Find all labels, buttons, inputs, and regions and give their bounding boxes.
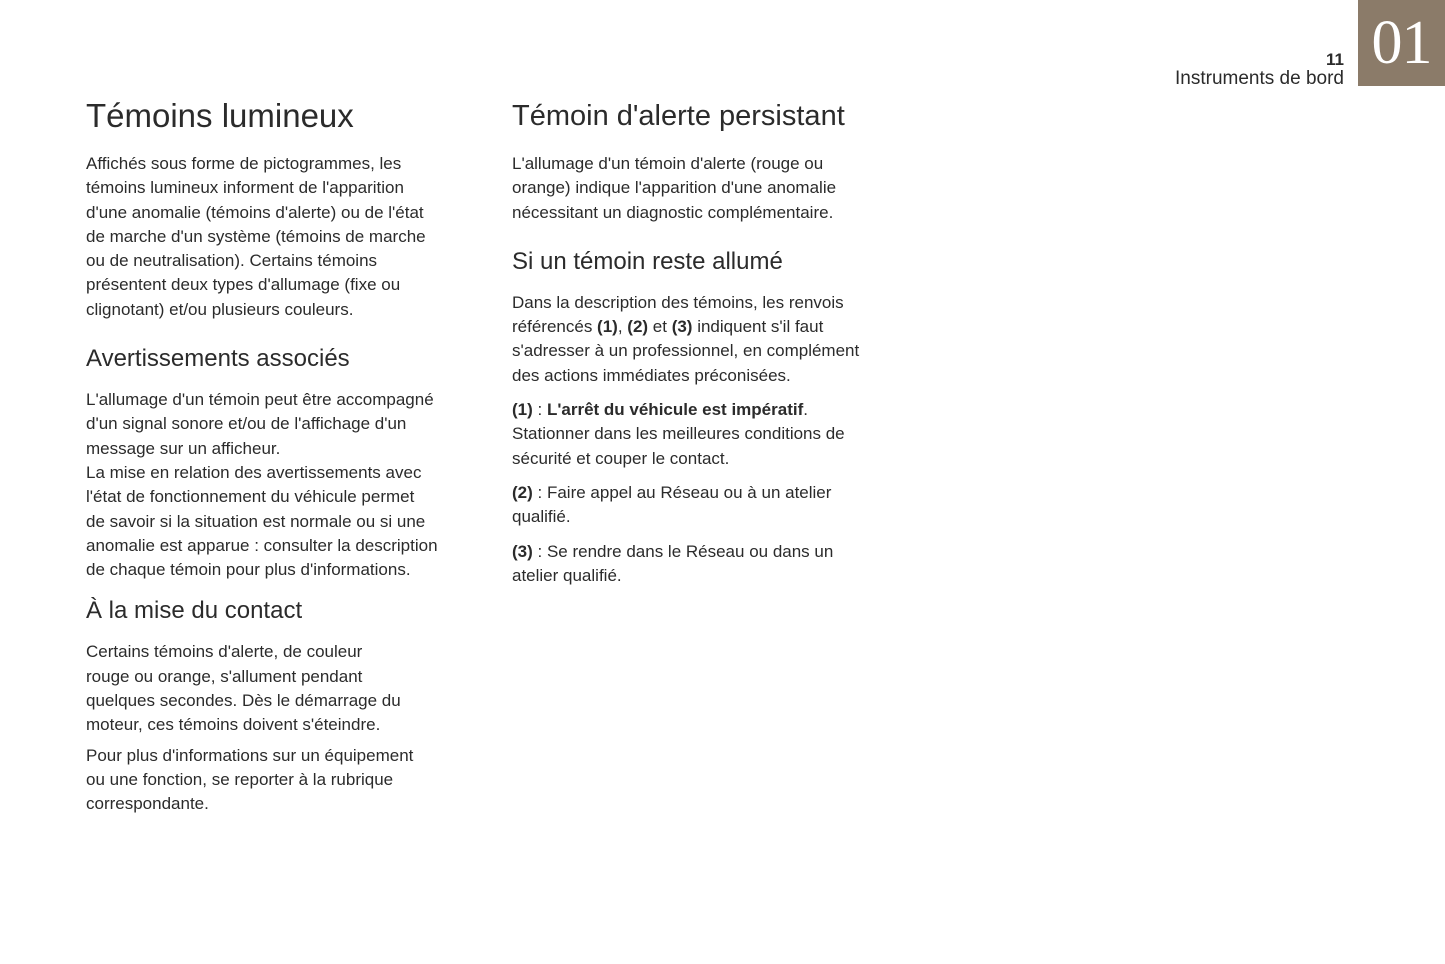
alert-title: Témoin d'alerte persistant xyxy=(512,100,845,132)
ref-3: (3) xyxy=(671,317,693,337)
left-column xyxy=(86,96,486,817)
contact-paragraph: Certains témoins d'alerte, de couleur rouge ou orange, s'allument pendant quelques secondes. Dès le démarrage du moteur, ces témoins doivent s'éteindre. xyxy=(86,642,401,735)
lit-heading: Si un témoin reste allumé xyxy=(512,247,783,275)
item-3: (3) : Se rendre dans le Réseau ou dans un atelier qualifié. xyxy=(512,541,834,585)
item-1: (1) : L'arrêt du véhicule est impératif. Stationner dans les meilleures conditions de sécurité et couper le contact. xyxy=(512,400,845,468)
page-number: 11 xyxy=(1326,50,1344,69)
lit-paragraph: Dans la description des témoins, les renvois référencés (1), (2) et (3) indiquent s'il faut s'adresser à un professionnel, en complément des actions immédiates préconisées. xyxy=(512,292,860,385)
section-title: Instruments de bord xyxy=(1175,68,1344,89)
right-column xyxy=(512,96,912,588)
alert-paragraph: L'allumage d'un témoin d'alerte (rouge ou orange) indique l'apparition d'une anomalie nécessitant un diagnostic complémentaire. xyxy=(512,154,837,222)
avertissements-heading: Avertissements associés xyxy=(86,345,350,373)
ref-2: (2) xyxy=(627,317,649,337)
chapter-tab: 01 xyxy=(1358,0,1445,86)
item-2: (2) : Faire appel au Réseau ou à un atelier qualifié. xyxy=(512,482,832,527)
ref-1: (1) xyxy=(597,317,618,337)
intro-paragraph: Affichés sous forme de pictogrammes, les témoins lumineux informent de l'apparition d'une anomalie (témoins d'alerte) ou de l'état de marche d'un système (témoins de marche ou de neutralisation). Certains témoins présentent deux types d'allumage (fixe ou clignotant) et/ou plusieurs couleurs. xyxy=(86,154,426,319)
contact-heading: À la mise du contact xyxy=(86,597,303,625)
page-title: Témoins lumineux xyxy=(86,97,354,134)
avertissements-paragraph: L'allumage d'un témoin peut être accompagné d'un signal sonore et/ou de l'affichage d'un message sur un afficheur. La mise en relation des avertissements avec l'état de fonctionnement du véhicule permet de savoir si la situation est normale ou si une anomalie est apparue : consulter la description de chaque témoin pour plus d'informations. xyxy=(86,390,438,580)
more-info-paragraph: Pour plus d'informations sur un équipement ou une fonction, se reporter à la rubrique correspondante. xyxy=(86,745,414,814)
